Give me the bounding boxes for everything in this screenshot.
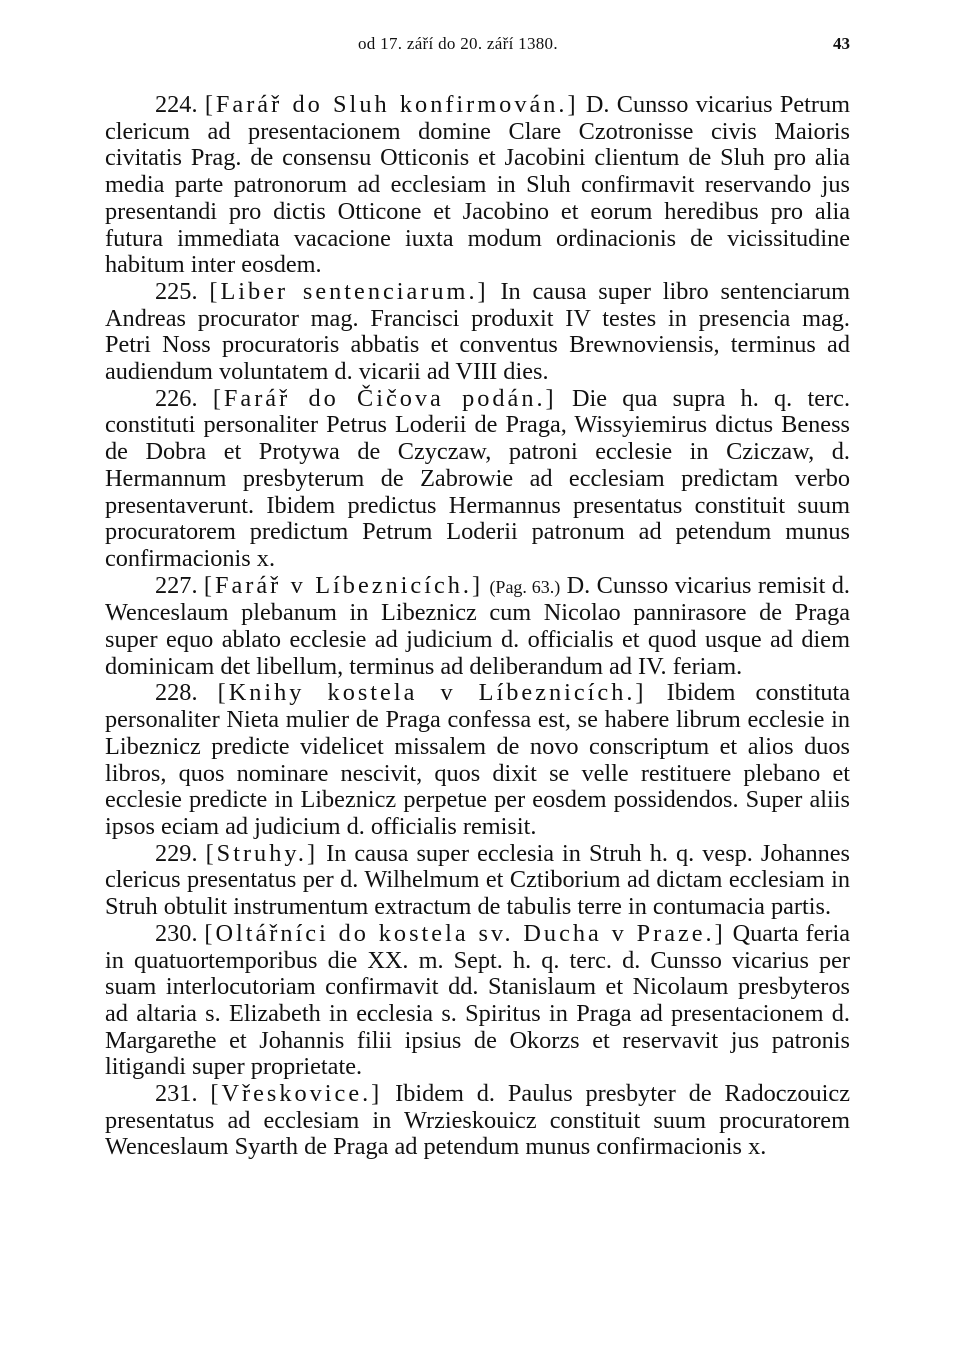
entry-230: [105, 921, 850, 1081]
entry-number: 225.: [155, 277, 198, 305]
entry-227: [105, 573, 850, 681]
entry-heading: [Struhy.]: [205, 839, 319, 867]
entry-text: In causa super libro sentenciarum Andreas procurator mag. Francisci produxit IV testes in presencia mag. Petri Noss procuratoris abbatis et conventus Brewnoviensis, terminus ad audiendum voluntatem d. vicarii ad VIII dies.: [105, 277, 851, 386]
entry-229: [105, 841, 850, 921]
entry-231: [105, 1081, 850, 1161]
entry-225: [105, 279, 850, 386]
entry-text: Ibidem d. Paulus presbyter de Radoczouicz presentatus ad ecclesiam in Wrzieskouicz constituit suum procuratorem Wenceslaum Syarth de Praga ad petendum munus confirmacionis x.: [105, 1080, 850, 1161]
entry-number: 224.: [155, 91, 198, 118]
entry-text: Die qua supra h. q. terc. constituti personaliter Petrus Loderii de Praga, Wissyiemirus dictus Beness de Dobra et Protywa de Czyczaw, patroni ecclesie in Cziczaw, d. Hermannum presbyterum de Zabrowie ad ecclesiam predictam verbo presentaverunt. Ibidem predictus Hermannus presentatus constituit suum procuratorem predictum Petrum Loderii patronum ad petendum munus confirmacionis x.: [105, 384, 851, 572]
entry-heading: [Farář do Čičova podán.]: [212, 384, 557, 412]
entry-heading: [Knihy kostela v Líbeznicích.]: [217, 679, 647, 707]
entry-text: Quarta feria in quatuortemporibus die XX. m. Sept. h. q. terc. d. Cunsso vicarius per suam interlocutoriam confirmavit dd. Stanislaum et Nicolaum presbyteros ad altaria s. Elizabeth in ecclesia s. Spiritus in Praga ad presentacionem d. Margarethe et Johannis filii ipsius de Okorzs et reservavit jus patronis litigandi super proprietate.: [105, 919, 851, 1081]
entry-heading: [Farář v Líbeznicích.]: [203, 571, 484, 599]
entry-number: 230.: [155, 919, 198, 947]
page-reference: (Pag. 63.): [489, 576, 561, 597]
entry-228: [105, 680, 850, 840]
entry-heading: [Liber sentenciarum.]: [209, 277, 489, 305]
entry-224: [105, 92, 850, 279]
entry-text: In causa super ecclesia in Struh h. q. vesp. Johannes clericus presentatus per d. Wilhelmum et Cztiborium ad dictam ecclesiam in Struh obtulit instrumentum extractum de tabulis terre in contumacia partis.: [105, 839, 851, 921]
running-title: od 17. září do 20. září 1380.: [358, 34, 558, 53]
entry-226: [105, 386, 850, 573]
entry-number: 229.: [155, 839, 198, 867]
entry-heading: [Oltářníci do kostela sv. Ducha v Praze.]: [204, 919, 726, 947]
entry-heading: [Vřeskovice.]: [210, 1080, 383, 1108]
entry-text: D. Cunsso vicarius remisit d. Wenceslaum plebanum in Libeznicz cum Nicolao pannirasore de Praga super equo ablato ecclesie ad judicium d. officialis et quod usque ad diem dominicam det libellum, terminus ad deliberandum ad IV. feriam.: [105, 571, 850, 680]
entry-number: 226.: [155, 384, 198, 412]
entry-number: 231.: [155, 1080, 198, 1108]
page-header: [105, 34, 850, 60]
entries: [105, 92, 850, 1161]
entry-number: 228.: [155, 679, 198, 707]
entry-text: Ibidem constituta personaliter Nieta mulier de Praga confessa est, se habere librum ecclesie in Libeznicz predicte videlicet missalem de novo conscriptum et alios duos libros, quos nominare nescivit, quos dixit se velle restituere plebano et ecclesie predicte in Libeznicz perpetue per eosdem possidendos. Super aliis ipsos eciam ad judicium d. officialis remisit.: [105, 679, 851, 840]
entry-text: D. Cunsso vicarius Petrum clericum ad presentacionem domine Clare Czotronisse civis Maioris civitatis Prag. de consensu Otticonis et Jacobini clientum de Sluh pro alia media parte patronorum ad ecclesiam in Sluh confirmavit reservando jus presentandi pro dictis Otticone et Jacobino et eorum heredibus pro alia futura immediata vacacione iuxta modum ordinacionis de vicissitudine habitum inter eosdem.: [105, 91, 851, 279]
page-number: 43: [833, 34, 850, 53]
entry-number: 227.: [155, 571, 198, 599]
entry-heading: [Farář do Sluh konfirmován.]: [204, 91, 579, 118]
